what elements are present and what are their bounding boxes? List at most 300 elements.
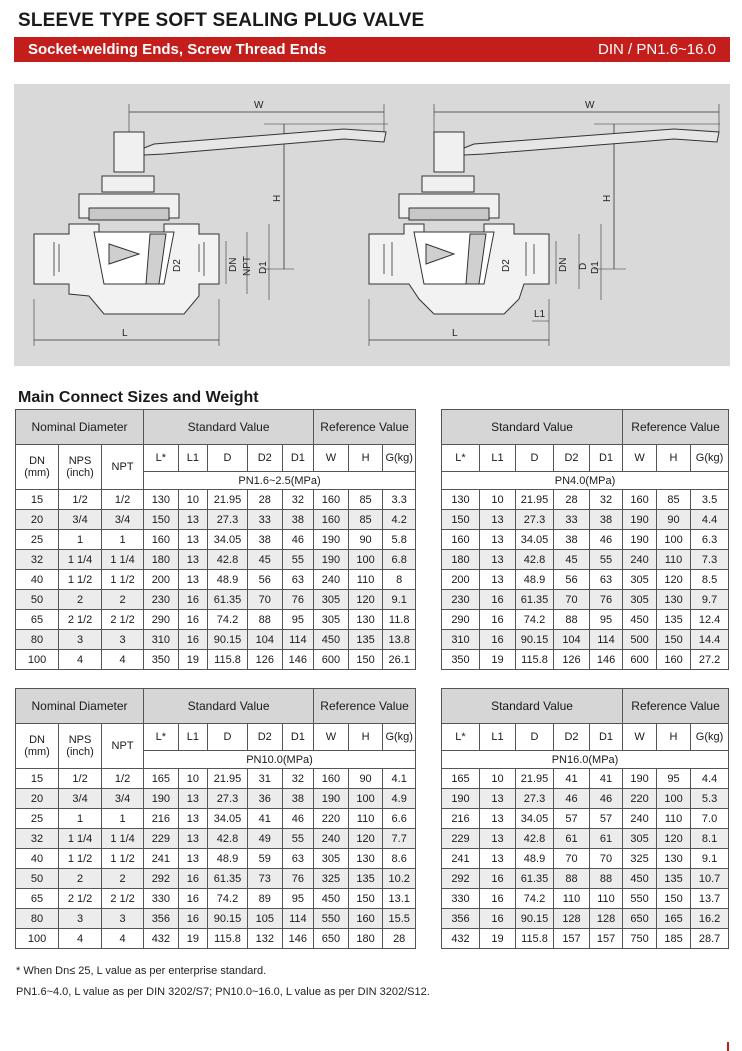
table-row [16,650,416,670]
table-cell: 48.9 [208,849,248,869]
table-cell: 27.3 [208,510,248,530]
col-h: H [348,724,383,751]
col-d2: D2 [554,724,590,751]
table-cell: 88 [554,869,590,889]
left-label-h: H [272,194,283,202]
table-cell: 2 [59,590,102,610]
table-cell: 160 [442,530,480,550]
footnote-2: PN1.6~4.0, L value as per DIN 3202/S7; PN10.0~16.0, L value as per DIN 3202/S12. [16,986,430,998]
col-dn-label: DN [29,455,45,467]
table-cell: 21.95 [516,490,554,510]
header-standard: Standard Value [442,689,623,724]
table-cell: 16 [178,909,207,929]
table-cell: 305 [623,590,657,610]
table-cell: 16 [178,889,207,909]
table-cell: 55 [282,550,314,570]
table-cell: 8 [383,570,416,590]
table-cell: 59 [247,849,282,869]
table-cell: 13.1 [383,889,416,909]
table-cell: 5.3 [691,789,729,809]
table-cell: 216 [442,809,480,829]
table-cell: 28 [247,490,282,510]
table-cell: 305 [623,829,657,849]
table-cell: 57 [554,809,590,829]
table-cell: 3/4 [59,510,102,530]
table-cell: 241 [442,849,480,869]
table-cell: 70 [554,590,590,610]
table-row [442,630,729,650]
table-cell: 63 [590,570,623,590]
table-cell: 350 [442,650,480,670]
table-cell: 13 [480,550,516,570]
table-cell: 356 [442,909,480,929]
table-cell: 4.4 [691,510,729,530]
table-cell: 61.35 [208,869,248,889]
col-dn [16,724,59,769]
col-w: W [314,445,349,472]
table-cell: 15 [16,769,59,789]
table-cell: 32 [16,550,59,570]
table-cell: 180 [442,550,480,570]
header-reference: Reference Value [314,689,416,724]
col-g: G(kg) [383,445,416,472]
table-cell: 240 [623,550,657,570]
table-cell: 65 [16,889,59,909]
table-cell: 16 [178,630,207,650]
table-cell: 14.4 [691,630,729,650]
table-body [16,490,416,670]
table-cell: 13 [480,789,516,809]
col-l: L* [144,445,179,472]
table-cell: 33 [247,510,282,530]
col-l1: L1 [480,445,516,472]
table-cell: 450 [623,610,657,630]
table-cell: 21.95 [516,769,554,789]
table-cell: 146 [590,650,623,670]
table-cell: 1 1/2 [59,570,102,590]
table-cell: 1 1/4 [102,550,144,570]
table-cell: 11.8 [383,610,416,630]
table-cell: 38 [282,510,314,530]
table-cell: 34.05 [208,809,248,829]
table-cell: 216 [144,809,179,829]
table-cell: 27.3 [516,789,554,809]
table-cell: 190 [314,530,349,550]
table-cell: 1 1/2 [59,849,102,869]
table-cell: 32 [282,490,314,510]
table-cell: 85 [348,510,383,530]
table-cell: 160 [314,510,349,530]
table-cell: 150 [348,650,383,670]
table-cell: 42.8 [208,550,248,570]
table-cell: 3/4 [102,510,144,530]
table-cell: 4.2 [383,510,416,530]
table-cell: 63 [282,849,314,869]
table-cell: 55 [590,550,623,570]
table-cell: 165 [442,769,480,789]
table-cell: 33 [554,510,590,530]
table-cell: 160 [348,909,383,929]
table-row [442,889,729,909]
table-cell: 305 [314,590,349,610]
table-row [16,590,416,610]
table-cell: 31 [247,769,282,789]
table-cell: 38 [282,789,314,809]
col-nps [59,445,102,490]
col-nps [59,724,102,769]
table-cell: 229 [442,829,480,849]
table-cell: 41 [554,769,590,789]
col-l: L* [442,445,480,472]
left-label-d2: D2 [172,259,183,272]
col-d: D [208,445,248,472]
pressure-rating: PN16.0(MPa) [442,751,729,769]
table-cell: 135 [657,869,691,889]
table-cell: 34.05 [516,809,554,829]
table-pn4.0 [441,409,729,670]
table-cell: 7.7 [383,829,416,849]
table-cell: 13 [178,510,207,530]
table-cell: 5.8 [383,530,416,550]
table-cell: 3 [102,909,144,929]
table-cell: 240 [314,829,349,849]
table-cell: 100 [348,789,383,809]
table-cell: 90 [657,510,691,530]
table-cell: 160 [314,490,349,510]
table-cell: 240 [314,570,349,590]
col-d1: D1 [590,724,623,751]
table-cell: 3 [102,630,144,650]
table-cell: 13.7 [691,889,729,909]
table-cell: 13 [480,570,516,590]
table-cell: 16 [480,610,516,630]
table-cell: 19 [178,650,207,670]
col-w: W [623,724,657,751]
table-cell: 165 [657,909,691,929]
table-cell: 1 1/4 [102,829,144,849]
table-cell: 19 [480,650,516,670]
table-cell: 241 [144,849,179,869]
table-cell: 150 [442,510,480,530]
table-cell: 100 [16,929,59,949]
table-cell: 10 [178,490,207,510]
table-cell: 100 [657,530,691,550]
col-g: G(kg) [691,445,729,472]
table-row [16,570,416,590]
right-label-d2: D2 [501,259,512,272]
table-cell: 42.8 [516,550,554,570]
table-cell: 38 [590,510,623,530]
table-cell: 16 [480,909,516,929]
table-cell: 1 1/2 [102,570,144,590]
table-cell: 305 [314,849,349,869]
table-cell: 1 [59,809,102,829]
table-cell: 114 [282,630,314,650]
table-cell: 180 [144,550,179,570]
table-cell: 73 [247,869,282,889]
table-cell: 4 [59,650,102,670]
table-cell: 25 [16,809,59,829]
table-cell: 46 [590,530,623,550]
table-cell: 4 [102,929,144,949]
table-cell: 90.15 [208,630,248,650]
table-cell: 13 [480,809,516,829]
table-row [442,490,729,510]
table-row [16,869,416,889]
col-npt: NPT [102,724,144,769]
table-cell: 16 [480,869,516,889]
right-label-w: W [585,100,595,111]
table-cell: 292 [442,869,480,889]
table-cell: 85 [348,490,383,510]
table-cell: 13 [480,829,516,849]
table-cell: 13 [178,570,207,590]
table-row [16,490,416,510]
table-cell: 10 [480,490,516,510]
table-cell: 150 [657,889,691,909]
table-cell: 200 [442,570,480,590]
table-cell: 240 [623,809,657,829]
page-title: SLEEVE TYPE SOFT SEALING PLUG VALVE [18,10,425,31]
table-cell: 88 [247,610,282,630]
table-cell: 90.15 [516,630,554,650]
table-cell: 85 [657,490,691,510]
col-g: G(kg) [691,724,729,751]
table-row [16,630,416,650]
table-cell: 61.35 [516,590,554,610]
table-cell: 135 [348,869,383,889]
col-dn [16,445,59,490]
table-cell: 650 [623,909,657,929]
table-row [16,829,416,849]
table-cell: 115.8 [208,650,248,670]
table-cell: 88 [590,869,623,889]
table-cell: 1 1/4 [59,550,102,570]
table-cell: 160 [144,530,179,550]
table-row [16,889,416,909]
table-cell: 600 [314,650,349,670]
table-cell: 16 [480,630,516,650]
table-cell: 325 [314,869,349,889]
left-label-npt: NPT [242,256,253,276]
table-cell: 41 [590,769,623,789]
table-cell: 42.8 [516,829,554,849]
table-cell: 42.8 [208,829,248,849]
table-cell: 2 1/2 [102,610,144,630]
table-cell: 230 [144,590,179,610]
table-cell: 104 [554,630,590,650]
table-cell: 3 [59,630,102,650]
table-cell: 16 [178,869,207,889]
table-row [442,590,729,610]
col-l: L* [144,724,179,751]
table-cell: 114 [282,909,314,929]
col-d1: D1 [590,445,623,472]
right-label-l: L [452,328,458,339]
table-cell: 220 [314,809,349,829]
table-cell: 100 [657,789,691,809]
table-cell: 89 [247,889,282,909]
right-label-dn: DN [558,257,569,272]
table-cell: 120 [348,590,383,610]
table-cell: 46 [554,789,590,809]
table-row [16,769,416,789]
table-cell: 1/2 [102,490,144,510]
table-cell: 46 [282,530,314,550]
table-cell: 190 [623,510,657,530]
table-cell: 104 [247,630,282,650]
table-cell: 450 [623,869,657,889]
table-row [16,530,416,550]
table-cell: 3.5 [691,490,729,510]
col-dn-unit: (mm) [24,467,50,479]
table-cell: 70 [554,849,590,869]
table-cell: 16 [480,590,516,610]
table-row [442,610,729,630]
table-cell: 1 [59,530,102,550]
table-cell: 110 [348,570,383,590]
table-cell: 8.1 [691,829,729,849]
col-w: W [623,445,657,472]
table-cell: 325 [623,849,657,869]
table-cell: 432 [144,929,179,949]
table-cell: 229 [144,829,179,849]
col-d2: D2 [247,724,282,751]
table-cell: 200 [144,570,179,590]
table-cell: 10 [178,769,207,789]
col-d: D [516,724,554,751]
table-cell: 16 [178,610,207,630]
table-cell: 120 [348,829,383,849]
table-cell: 2 1/2 [102,889,144,909]
table-cell: 55 [282,829,314,849]
right-label-l1: L1 [534,309,546,320]
table-pn16.0 [441,688,729,949]
table-cell: 49 [247,829,282,849]
table-cell: 10.7 [691,869,729,889]
table-cell: 600 [623,650,657,670]
table-cell: 4.9 [383,789,416,809]
table-cell: 110 [657,550,691,570]
table-row [442,789,729,809]
footnote-1: * When Dn≤ 25, L value as per enterprise standard. [16,965,267,977]
table-cell: 16 [178,590,207,610]
table-cell: 28.7 [691,929,729,949]
table-cell: 70 [590,849,623,869]
table-cell: 46 [282,809,314,829]
col-d1: D1 [282,445,314,472]
table-cell: 4.1 [383,769,416,789]
table-cell: 90 [348,769,383,789]
table-cell: 13 [178,550,207,570]
table-cell: 50 [16,590,59,610]
table-cell: 13 [178,829,207,849]
table-cell: 34.05 [516,530,554,550]
table-cell: 9.7 [691,590,729,610]
table-cell: 20 [16,510,59,530]
col-l1: L1 [480,724,516,751]
table-pn10.0 [15,688,416,949]
header-reference: Reference Value [623,689,729,724]
col-g: G(kg) [383,724,416,751]
table-cell: 12.4 [691,610,729,630]
table-cell: 432 [442,929,480,949]
table-cell: 26.1 [383,650,416,670]
table-cell: 4 [59,929,102,949]
table-cell: 185 [657,929,691,949]
table-cell: 2 [102,869,144,889]
table-cell: 88 [554,610,590,630]
table-cell: 32 [282,769,314,789]
table-cell: 74.2 [208,889,248,909]
table-cell: 76 [282,869,314,889]
table-cell: 45 [247,550,282,570]
table-cell: 110 [554,889,590,909]
left-valve-drawing [34,104,388,346]
table-cell: 45 [554,550,590,570]
table-cell: 38 [247,530,282,550]
table-cell: 160 [657,650,691,670]
table-cell: 128 [590,909,623,929]
table-cell: 180 [348,929,383,949]
header-standard: Standard Value [144,410,314,445]
table-cell: 190 [623,530,657,550]
table-cell: 350 [144,650,179,670]
table-cell: 120 [657,829,691,849]
table-cell: 3.3 [383,490,416,510]
table-cell: 130 [657,849,691,869]
table-cell: 50 [16,869,59,889]
table-cell: 650 [314,929,349,949]
table-cell: 6.8 [383,550,416,570]
table-row [442,570,729,590]
table-row [442,929,729,949]
table-cell: 13 [178,530,207,550]
left-label-w: W [254,100,264,111]
table-cell: 63 [282,570,314,590]
col-nps-unit: (inch) [66,746,94,758]
table-cell: 160 [314,769,349,789]
table-cell: 330 [144,889,179,909]
subtitle-banner [14,37,730,62]
table-cell: 128 [554,909,590,929]
table-cell: 110 [590,889,623,909]
header-standard: Standard Value [442,410,623,445]
table-cell: 115.8 [516,929,554,949]
table-cell: 9.1 [691,849,729,869]
table-row [442,769,729,789]
col-l1: L1 [178,445,207,472]
table-cell: 1 1/4 [59,829,102,849]
col-h: H [657,724,691,751]
table-cell: 3/4 [102,789,144,809]
col-dn-label: DN [29,734,45,746]
table-cell: 15 [16,490,59,510]
banner-connection-type: Socket-welding Ends, Screw Thread Ends [28,41,327,58]
table-cell: 6.6 [383,809,416,829]
table-cell: 95 [657,769,691,789]
table-cell: 2 1/2 [59,889,102,909]
table-cell: 2 [59,869,102,889]
table-row [16,809,416,829]
table-cell: 305 [623,570,657,590]
pressure-rating: PN1.6~2.5(MPa) [144,472,416,490]
table-cell: 100 [16,650,59,670]
table-cell: 74.2 [516,610,554,630]
col-d: D [208,724,248,751]
left-label-l: L [122,328,128,339]
table-cell: 8.5 [691,570,729,590]
